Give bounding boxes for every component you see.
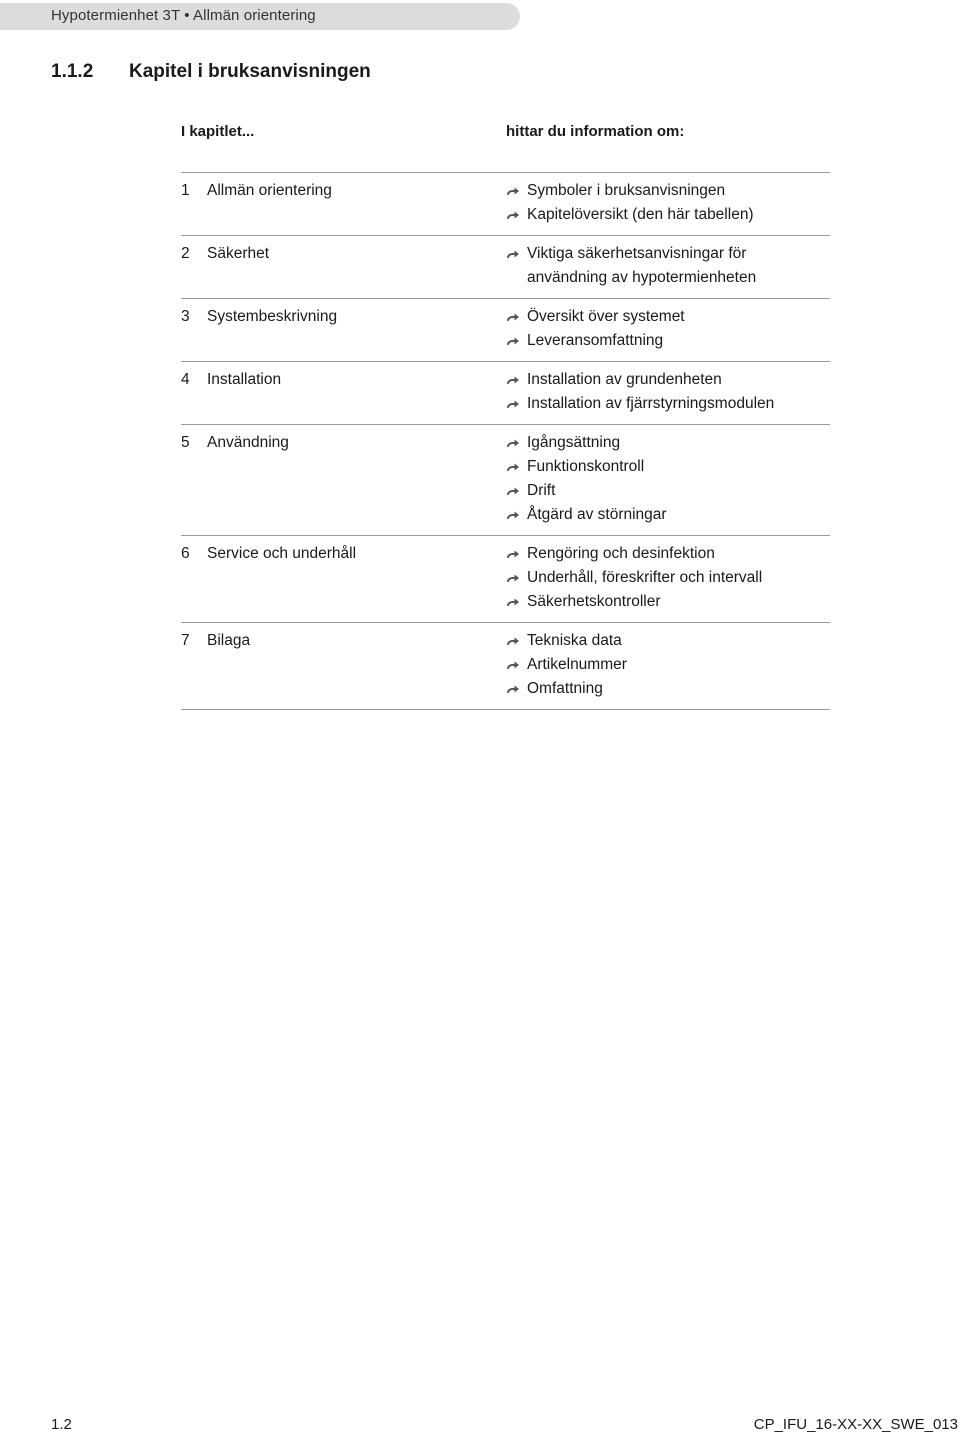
table-row: [181, 299, 830, 362]
list-item-text: Säkerhetskontroller: [527, 593, 661, 610]
arrow-right-icon: [506, 368, 524, 392]
list-item-text: Funktionskontroll: [527, 458, 645, 475]
arrow-right-icon: [506, 629, 524, 653]
table-row: [181, 236, 830, 299]
chapter-cell: [181, 431, 289, 455]
chapter-number: 4: [181, 371, 190, 388]
chapter-number: 6: [181, 545, 190, 562]
info-list: [506, 629, 830, 701]
list-item-text: Installation av fjärrstyrningsmodulen: [527, 395, 775, 412]
list-item-text: Omfattning: [527, 680, 603, 697]
list-item: [506, 368, 830, 392]
chapter-number: 7: [181, 632, 190, 649]
page-number: 1.2: [51, 1416, 72, 1433]
arrow-right-icon: [506, 392, 524, 416]
list-item: [506, 305, 830, 329]
chapter-cell: [181, 629, 250, 653]
info-list: [506, 305, 830, 353]
chapter-cell: [181, 242, 269, 266]
arrow-right-icon: [506, 566, 524, 590]
info-list: [506, 242, 830, 290]
chapter-title: Allmän orientering: [207, 182, 332, 199]
chapter-title: Systembeskrivning: [207, 308, 338, 325]
list-item: [506, 677, 830, 701]
chapter-title: Service och underhåll: [207, 545, 357, 562]
list-item-text: Igångsättning: [527, 434, 621, 451]
list-item: [506, 329, 830, 353]
document-code: CP_IFU_16-XX-XX_SWE_013: [753, 1416, 958, 1433]
list-item: [506, 590, 830, 614]
section-number: 1.1.2: [51, 61, 94, 82]
table-row: [181, 425, 830, 536]
table-row: [181, 362, 830, 425]
list-item: [506, 203, 830, 227]
section-title: Kapitel i bruksanvisningen: [129, 61, 371, 82]
list-item: [506, 653, 830, 677]
list-item-text: Viktiga säkerhetsanvisningar för: [527, 245, 747, 262]
list-item: [506, 392, 830, 416]
arrow-right-icon: [506, 431, 524, 455]
column-header-chapter: I kapitlet...: [181, 123, 255, 140]
chapter-cell: [181, 179, 332, 203]
list-item: [506, 266, 830, 290]
table-row: [181, 623, 830, 710]
arrow-right-icon: [506, 179, 524, 203]
list-item: [506, 431, 830, 455]
arrow-right-icon: [506, 305, 524, 329]
arrow-right-icon: [506, 329, 524, 353]
arrow-right-icon: [506, 479, 524, 503]
arrow-right-icon: [506, 455, 524, 479]
info-list: [506, 431, 830, 527]
info-list: [506, 368, 830, 416]
chapter-title: Installation: [207, 371, 282, 388]
arrow-right-icon: [506, 677, 524, 701]
chapter-cell: [181, 305, 337, 329]
list-item: [506, 566, 830, 590]
list-item-text: Underhåll, föreskrifter och intervall: [527, 569, 763, 586]
list-item-text: Leveransomfattning: [527, 332, 664, 349]
list-item: [506, 629, 830, 653]
list-item: [506, 503, 830, 527]
info-list: [506, 542, 830, 614]
chapter-number: 5: [181, 434, 190, 451]
chapter-title: Bilaga: [207, 632, 251, 649]
chapter-number: 3: [181, 308, 190, 325]
table-row: [181, 173, 830, 236]
arrow-right-icon: [506, 203, 524, 227]
column-header-info: hittar du information om:: [506, 123, 685, 140]
chapter-cell: [181, 542, 356, 566]
list-item-text: Åtgärd av störningar: [527, 506, 667, 523]
list-item-text: Drift: [527, 482, 556, 499]
list-item-text: Rengöring och desinfektion: [527, 545, 715, 562]
list-item-text: Kapitelöversikt (den här tabellen): [527, 206, 754, 223]
list-item: [506, 242, 830, 266]
arrow-right-icon: [506, 542, 524, 566]
arrow-right-icon: [506, 590, 524, 614]
arrow-right-icon: [506, 242, 524, 266]
arrow-right-icon: [506, 503, 524, 527]
chapter-title: Säkerhet: [207, 245, 270, 262]
list-item-text: Översikt över systemet: [527, 308, 685, 325]
info-list: [506, 179, 830, 227]
list-item-text: Tekniska data: [527, 632, 622, 649]
list-item: [506, 479, 830, 503]
list-item-text: Artikelnummer: [527, 656, 627, 673]
chapter-cell: [181, 368, 281, 392]
chapter-table: [181, 172, 830, 710]
list-item: [506, 542, 830, 566]
table-row: [181, 536, 830, 623]
list-item-text: användning av hypotermienheten: [527, 269, 757, 286]
list-item: [506, 455, 830, 479]
arrow-right-icon: [506, 653, 524, 677]
chapter-number: 1: [181, 182, 190, 199]
list-item-text: Symboler i bruksanvisningen: [527, 182, 726, 199]
chapter-title: Användning: [207, 434, 289, 451]
chapter-number: 2: [181, 245, 190, 262]
running-header: Hypotermienhet 3T • Allmän orientering: [51, 7, 316, 24]
list-item: [506, 179, 830, 203]
list-item-text: Installation av grundenheten: [527, 371, 722, 388]
